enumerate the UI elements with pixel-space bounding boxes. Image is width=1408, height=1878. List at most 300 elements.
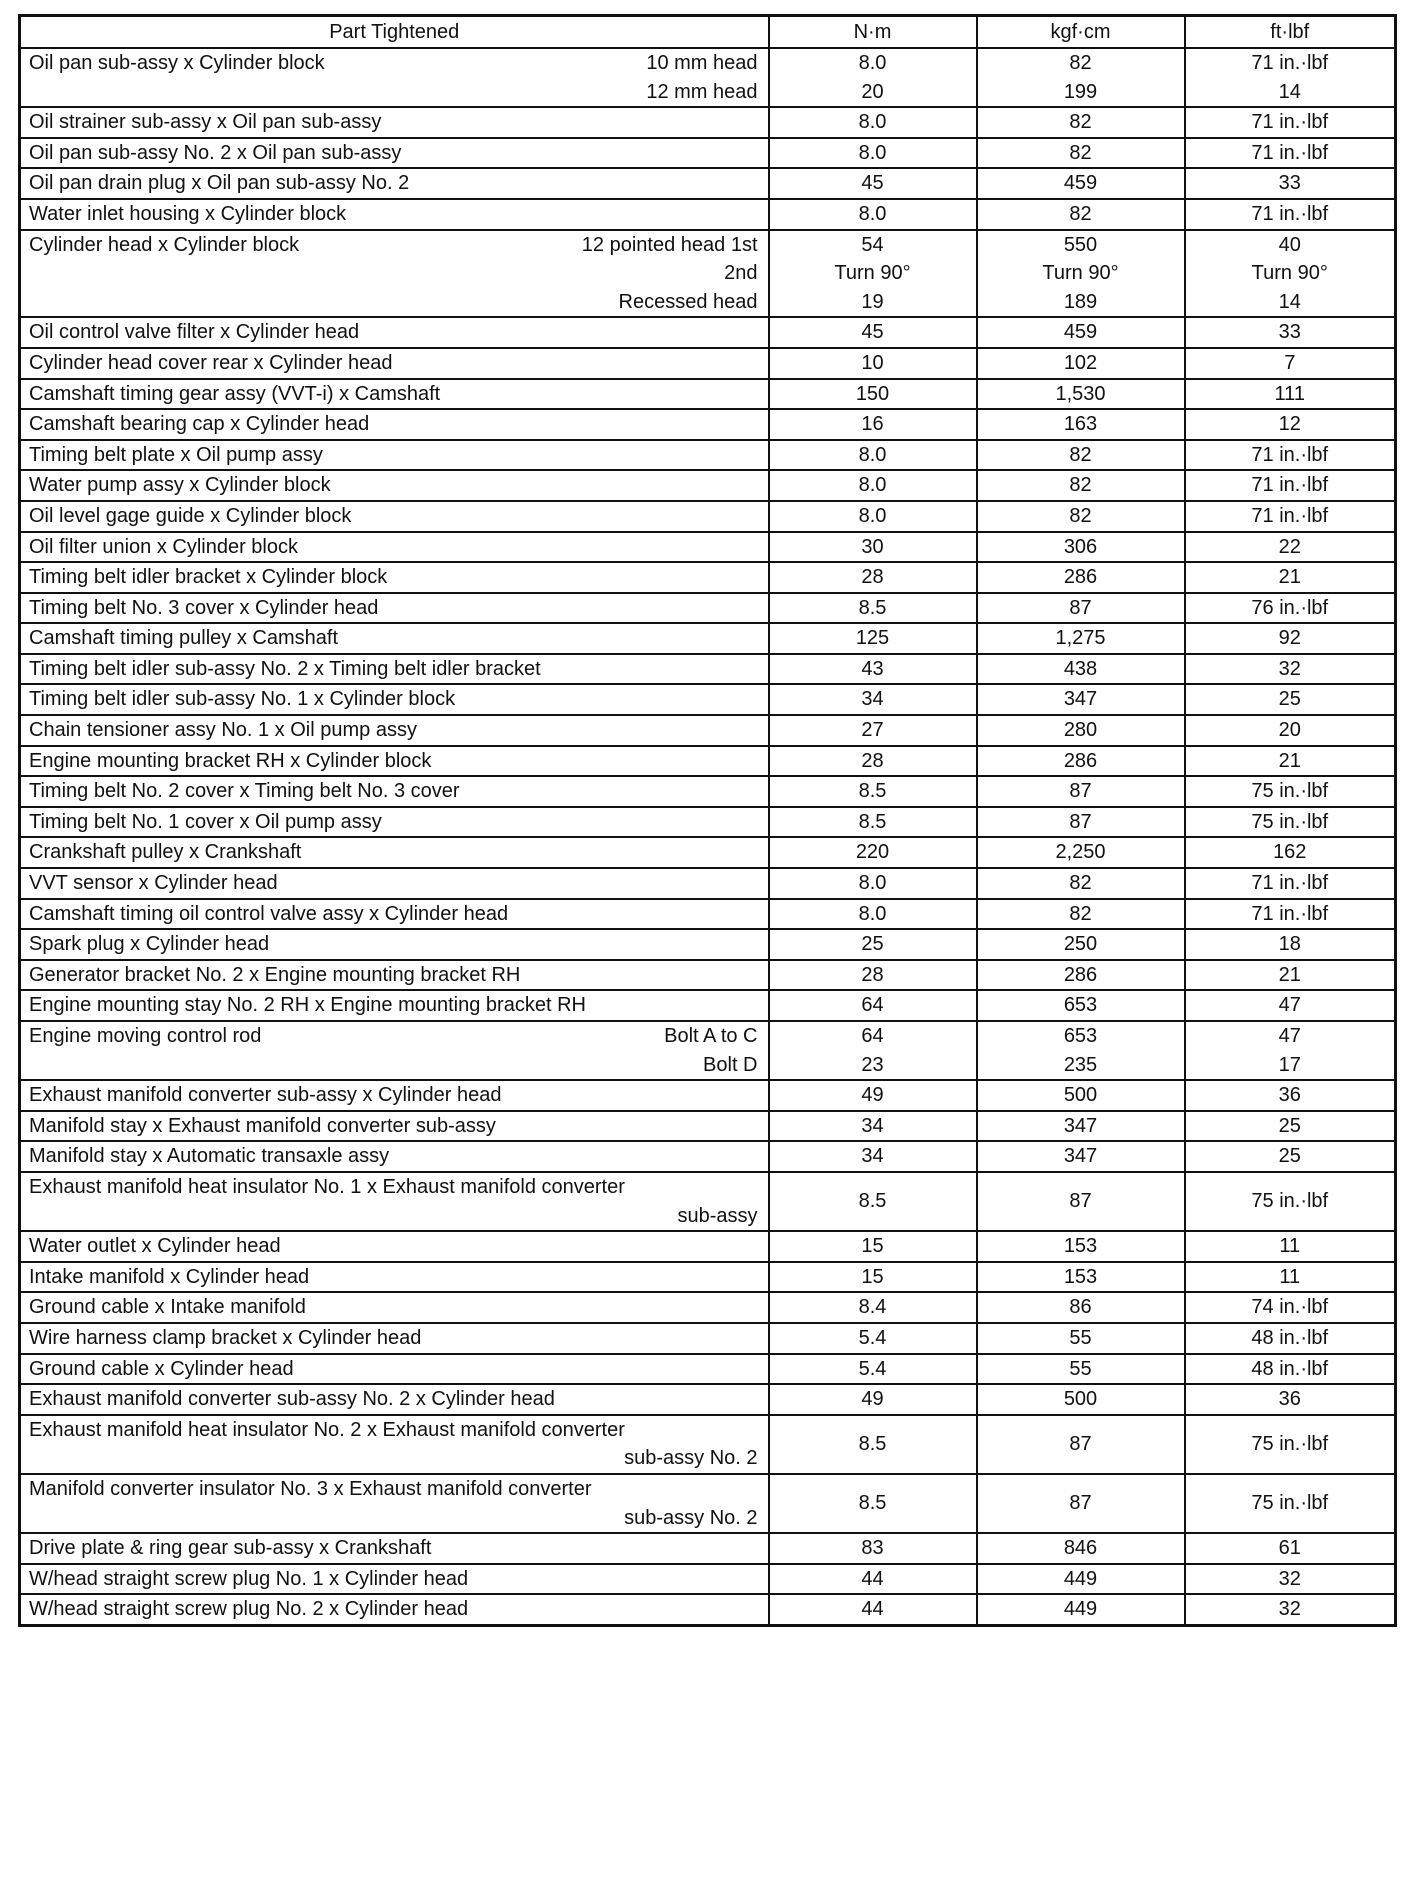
nm-cell <box>769 1141 977 1172</box>
part-detail: Recessed head <box>618 290 758 313</box>
value: 76 in.·lbf <box>1251 596 1329 619</box>
table-row <box>20 868 1396 899</box>
part-cell <box>20 684 769 715</box>
nm-cell <box>769 960 977 991</box>
kgf-cm-cell <box>977 1021 1185 1080</box>
value: 49 <box>861 1388 884 1411</box>
value: 87 <box>1069 1433 1092 1456</box>
header-row <box>20 16 1396 49</box>
part-cell <box>20 776 769 807</box>
ft-lbf-cell <box>1185 1262 1396 1293</box>
value: 75 in.·lbf <box>1251 1190 1329 1213</box>
table-row <box>20 1262 1396 1293</box>
kgf-cm-cell <box>977 1564 1185 1595</box>
value: 8.5 <box>858 1190 887 1213</box>
part-line <box>29 200 758 229</box>
value: 8.0 <box>858 872 887 895</box>
part-name: Timing belt idler sub-assy No. 1 x Cylinder block <box>29 688 456 711</box>
part-cell <box>20 48 769 107</box>
kgf-cm-cell <box>977 990 1185 1021</box>
ft-lbf-cell <box>1185 593 1396 624</box>
kgf-cm-cell <box>977 1262 1185 1293</box>
value: 11 <box>1279 1265 1301 1288</box>
part-name: Engine moving control rod <box>29 1025 262 1047</box>
part-line <box>29 1565 758 1594</box>
part-detail: 10 mm head <box>646 52 758 74</box>
kgf-cm-cell <box>977 532 1185 563</box>
part-name: Engine mounting stay No. 2 RH x Engine mounting bracket RH <box>29 994 586 1017</box>
table-row <box>20 1564 1396 1595</box>
kgf-cm-cell <box>977 562 1185 593</box>
value: 14 <box>1278 290 1301 313</box>
nm-cell <box>769 684 977 715</box>
table-row <box>20 1323 1396 1354</box>
part-name: Timing belt idler bracket x Cylinder block <box>29 566 388 589</box>
part-line <box>29 1293 758 1322</box>
part-name: Camshaft timing pulley x Camshaft <box>29 627 339 650</box>
value: 8.0 <box>858 443 887 466</box>
value: 150 <box>855 382 890 405</box>
part-line <box>29 380 758 409</box>
value: 17 <box>1278 1053 1301 1076</box>
part-cell <box>20 1415 769 1474</box>
value: 45 <box>861 172 884 195</box>
part-cell <box>20 746 769 777</box>
part-line <box>29 1324 758 1353</box>
part-name: Camshaft timing gear assy (VVT-i) x Camshaft <box>29 382 441 405</box>
table-row <box>20 593 1396 624</box>
value: 7 <box>1284 351 1296 374</box>
nm-cell <box>769 168 977 199</box>
value: 306 <box>1063 535 1098 558</box>
table-row <box>20 684 1396 715</box>
part-line <box>29 410 758 439</box>
header-ft-lbf: ft·lbf <box>1185 16 1396 49</box>
part-name: Water outlet x Cylinder head <box>29 1235 281 1258</box>
table-body <box>20 48 1396 1625</box>
nm-cell <box>769 1021 977 1080</box>
value: 220 <box>855 841 890 864</box>
value: 21 <box>1278 963 1301 986</box>
value: 75 in.·lbf <box>1251 1492 1329 1515</box>
nm-cell <box>769 1384 977 1415</box>
kgf-cm-cell <box>977 654 1185 685</box>
value: 2,250 <box>1055 841 1106 864</box>
part-name: Timing belt plate x Oil pump assy <box>29 443 323 466</box>
value: 64 <box>861 994 884 1017</box>
part-line <box>29 930 758 959</box>
value: 40 <box>1278 233 1301 256</box>
part-cell <box>20 1172 769 1231</box>
ft-lbf-cell <box>1185 562 1396 593</box>
kgf-cm-cell <box>977 1384 1185 1415</box>
ft-lbf-cell <box>1185 317 1396 348</box>
value: 21 <box>1278 566 1301 589</box>
part-name: W/head straight screw plug No. 1 x Cylinder head <box>29 1567 469 1590</box>
part-cell <box>20 1292 769 1323</box>
part-line <box>29 1475 758 1504</box>
part-cell <box>20 317 769 348</box>
table-row <box>20 1141 1396 1172</box>
value: 82 <box>1069 504 1092 527</box>
value: 75 in.·lbf <box>1251 1433 1329 1456</box>
nm-cell <box>769 138 977 169</box>
nm-cell <box>769 654 977 685</box>
table-row <box>20 623 1396 654</box>
value: Turn 90° <box>834 262 911 285</box>
kgf-cm-cell <box>977 1533 1185 1564</box>
part-line <box>29 1355 758 1384</box>
table-row <box>20 807 1396 838</box>
part-name: Generator bracket No. 2 x Engine mounting bracket RH <box>29 963 521 986</box>
value: 82 <box>1069 474 1092 497</box>
ft-lbf-cell <box>1185 899 1396 930</box>
nm-cell <box>769 929 977 960</box>
value: 347 <box>1063 1145 1098 1168</box>
ft-lbf-cell <box>1185 1415 1396 1474</box>
value: 61 <box>1278 1537 1301 1560</box>
ft-lbf-cell <box>1185 168 1396 199</box>
kgf-cm-cell <box>977 807 1185 838</box>
nm-cell <box>769 532 977 563</box>
part-line <box>29 900 758 929</box>
part-name: Oil control valve filter x Cylinder head <box>29 321 360 344</box>
value: 153 <box>1063 1235 1098 1258</box>
part-cell <box>20 562 769 593</box>
part-cell <box>20 440 769 471</box>
value: 23 <box>861 1053 884 1076</box>
table-row <box>20 317 1396 348</box>
nm-cell <box>769 1292 977 1323</box>
table-row <box>20 1292 1396 1323</box>
part-cell <box>20 715 769 746</box>
value: 27 <box>861 719 884 742</box>
ft-lbf-cell <box>1185 837 1396 868</box>
table-row <box>20 654 1396 685</box>
part-cell <box>20 1474 769 1533</box>
value: 459 <box>1063 321 1098 344</box>
ft-lbf-cell <box>1185 1172 1396 1231</box>
value: 18 <box>1278 933 1301 956</box>
value: 44 <box>861 1567 884 1590</box>
part-cell <box>20 593 769 624</box>
table-row <box>20 899 1396 930</box>
kgf-cm-cell <box>977 623 1185 654</box>
value: 20 <box>861 80 884 103</box>
part-name: Chain tensioner assy No. 1 x Oil pump assy <box>29 719 417 742</box>
part-detail: 12 mm head <box>646 80 758 103</box>
nm-cell <box>769 1323 977 1354</box>
table-row <box>20 1354 1396 1385</box>
value: 33 <box>1278 321 1301 344</box>
nm-cell <box>769 107 977 138</box>
part-name: Engine mounting bracket RH x Cylinder block <box>29 749 432 772</box>
value: 28 <box>861 749 884 772</box>
part-name: Water pump assy x Cylinder block <box>29 474 331 497</box>
value: 21 <box>1278 749 1301 772</box>
ft-lbf-cell <box>1185 623 1396 654</box>
part-line <box>29 502 758 531</box>
value: 16 <box>861 413 884 436</box>
part-name: Manifold stay x Automatic transaxle assy <box>29 1145 390 1168</box>
value: 82 <box>1069 872 1092 895</box>
part-name: Oil level gage guide x Cylinder block <box>29 504 352 527</box>
value: 48 in.·lbf <box>1251 1326 1329 1349</box>
part-cell <box>20 899 769 930</box>
nm-cell <box>769 1172 977 1231</box>
part-name: Oil strainer sub-assy x Oil pan sub-assy <box>29 111 382 134</box>
part-cell <box>20 348 769 379</box>
value: 82 <box>1069 141 1092 164</box>
part-name: Ground cable x Cylinder head <box>29 1357 294 1380</box>
nm-cell <box>769 623 977 654</box>
ft-lbf-cell <box>1185 1354 1396 1385</box>
table-row <box>20 107 1396 138</box>
value: 153 <box>1063 1265 1098 1288</box>
table-row <box>20 440 1396 471</box>
value: 846 <box>1063 1537 1098 1560</box>
kgf-cm-cell <box>977 1080 1185 1111</box>
part-line <box>29 1081 758 1110</box>
part-line <box>29 716 758 745</box>
part-cell <box>20 1111 769 1142</box>
kgf-cm-cell <box>977 317 1185 348</box>
part-cell <box>20 1323 769 1354</box>
part-line <box>29 259 758 288</box>
value: 8.0 <box>858 902 887 925</box>
part-name: Oil pan sub-assy x Cylinder block <box>29 52 325 74</box>
part-line <box>29 991 758 1020</box>
part-line <box>29 471 758 500</box>
value: 8.0 <box>858 52 887 74</box>
value: 33 <box>1278 172 1301 195</box>
part-name: Exhaust manifold converter sub-assy No. 2 x Cylinder head <box>29 1388 555 1411</box>
value: 55 <box>1069 1357 1092 1380</box>
part-name: Water inlet housing x Cylinder block <box>29 202 347 225</box>
nm-cell <box>769 1354 977 1385</box>
nm-cell <box>769 440 977 471</box>
kgf-cm-cell <box>977 1292 1185 1323</box>
part-name: Camshaft timing oil control valve assy x Cylinder head <box>29 902 509 925</box>
value: 199 <box>1063 80 1098 103</box>
ft-lbf-cell <box>1185 470 1396 501</box>
kgf-cm-cell <box>977 1474 1185 1533</box>
value: 47 <box>1278 1025 1301 1047</box>
part-cell <box>20 138 769 169</box>
part-cell <box>20 1262 769 1293</box>
part-line <box>29 1385 758 1414</box>
part-line <box>29 685 758 714</box>
value: 32 <box>1278 657 1301 680</box>
table-row <box>20 715 1396 746</box>
value: 8.4 <box>858 1296 887 1319</box>
ft-lbf-cell <box>1185 1594 1396 1625</box>
part-name: Spark plug x Cylinder head <box>29 933 270 956</box>
part-name: Exhaust manifold heat insulator No. 1 x Exhaust manifold converter <box>29 1175 625 1198</box>
part-name: Timing belt No. 2 cover x Timing belt No. 3 cover <box>29 780 460 803</box>
value: 71 in.·lbf <box>1251 52 1329 74</box>
part-line <box>29 747 758 776</box>
part-detail: sub-assy No. 2 <box>624 1447 758 1470</box>
nm-cell <box>769 868 977 899</box>
table-row <box>20 1080 1396 1111</box>
torque-table <box>18 14 1397 1627</box>
ft-lbf-cell <box>1185 960 1396 991</box>
value: 5.4 <box>858 1326 887 1349</box>
nm-cell <box>769 1594 977 1625</box>
value: 8.0 <box>858 474 887 497</box>
header-nm: N·m <box>769 16 977 49</box>
value: 20 <box>1278 719 1301 742</box>
value: 25 <box>1278 1114 1301 1137</box>
value: 71 in.·lbf <box>1251 902 1329 925</box>
value: 82 <box>1069 902 1092 925</box>
kgf-cm-cell <box>977 470 1185 501</box>
value: 8.5 <box>858 810 887 833</box>
part-cell <box>20 1384 769 1415</box>
part-line <box>29 78 758 107</box>
ft-lbf-cell <box>1185 107 1396 138</box>
part-line <box>29 169 758 198</box>
part-cell <box>20 623 769 654</box>
part-cell <box>20 168 769 199</box>
value: 550 <box>1063 233 1098 256</box>
part-name: Oil pan drain plug x Oil pan sub-assy No. 2 <box>29 172 410 195</box>
part-cell <box>20 960 769 991</box>
value: 45 <box>861 321 884 344</box>
kgf-cm-cell <box>977 776 1185 807</box>
value: 87 <box>1069 1492 1092 1515</box>
part-line <box>29 1232 758 1261</box>
ft-lbf-cell <box>1185 1141 1396 1172</box>
table-row <box>20 230 1396 318</box>
value: 500 <box>1063 1084 1098 1107</box>
nm-cell <box>769 593 977 624</box>
kgf-cm-cell <box>977 684 1185 715</box>
value: 55 <box>1069 1326 1092 1349</box>
part-detail: 12 pointed head 1st <box>581 233 758 256</box>
part-name: Manifold converter insulator No. 3 x Exhaust manifold converter <box>29 1477 592 1500</box>
part-cell <box>20 409 769 440</box>
value: 92 <box>1278 627 1301 650</box>
part-line <box>29 1112 758 1141</box>
value: 459 <box>1063 172 1098 195</box>
value: 32 <box>1278 1567 1301 1590</box>
part-cell <box>20 1594 769 1625</box>
table-row <box>20 960 1396 991</box>
ft-lbf-cell <box>1185 654 1396 685</box>
part-line <box>29 624 758 653</box>
nm-cell <box>769 899 977 930</box>
part-line <box>29 961 758 990</box>
value: 1,530 <box>1055 382 1106 405</box>
part-cell <box>20 1564 769 1595</box>
ft-lbf-cell <box>1185 1474 1396 1533</box>
nm-cell <box>769 409 977 440</box>
value: 111 <box>1274 382 1305 405</box>
nm-cell <box>769 48 977 107</box>
part-cell <box>20 1141 769 1172</box>
part-name: W/head straight screw plug No. 2 x Cylinder head <box>29 1598 469 1621</box>
nm-cell <box>769 199 977 230</box>
part-cell <box>20 1080 769 1111</box>
ft-lbf-cell <box>1185 1323 1396 1354</box>
value: 162 <box>1273 841 1307 864</box>
ft-lbf-cell <box>1185 532 1396 563</box>
value: 82 <box>1069 443 1092 466</box>
value: 82 <box>1069 202 1092 225</box>
nm-cell <box>769 379 977 410</box>
ft-lbf-cell <box>1185 684 1396 715</box>
value: 250 <box>1063 933 1098 956</box>
value: 102 <box>1063 351 1098 374</box>
value: 32 <box>1278 1598 1301 1621</box>
value: 653 <box>1063 1025 1098 1047</box>
part-cell <box>20 807 769 838</box>
value: 86 <box>1069 1296 1092 1319</box>
value: 44 <box>861 1598 884 1621</box>
part-detail: Bolt A to C <box>664 1025 758 1047</box>
ft-lbf-cell <box>1185 348 1396 379</box>
value: 8.5 <box>858 596 887 619</box>
value: 82 <box>1069 111 1092 134</box>
part-name: Oil pan sub-assy No. 2 x Oil pan sub-assy <box>29 141 402 164</box>
ft-lbf-cell <box>1185 1021 1396 1080</box>
ft-lbf-cell <box>1185 379 1396 410</box>
ft-lbf-cell <box>1185 715 1396 746</box>
part-name: Ground cable x Intake manifold <box>29 1296 306 1319</box>
nm-cell <box>769 1080 977 1111</box>
part-line <box>29 231 758 260</box>
part-name: Cylinder head x Cylinder block <box>29 233 300 256</box>
kgf-cm-cell <box>977 107 1185 138</box>
kgf-cm-cell <box>977 929 1185 960</box>
table-row <box>20 138 1396 169</box>
part-line <box>29 1202 758 1231</box>
table-row <box>20 1172 1396 1231</box>
kgf-cm-cell <box>977 409 1185 440</box>
part-name: Intake manifold x Cylinder head <box>29 1265 310 1288</box>
value: 10 <box>861 351 884 374</box>
part-cell <box>20 868 769 899</box>
ft-lbf-cell <box>1185 230 1396 318</box>
kgf-cm-cell <box>977 348 1185 379</box>
part-line <box>29 139 758 168</box>
value: 8.0 <box>858 504 887 527</box>
table-row <box>20 990 1396 1021</box>
nm-cell <box>769 990 977 1021</box>
part-line <box>29 108 758 137</box>
kgf-cm-cell <box>977 138 1185 169</box>
part-detail: 2nd <box>724 262 758 285</box>
nm-cell <box>769 837 977 868</box>
part-line <box>29 838 758 867</box>
table-row <box>20 562 1396 593</box>
table-row <box>20 1111 1396 1142</box>
nm-cell <box>769 776 977 807</box>
value: 347 <box>1063 1114 1098 1137</box>
value: 47 <box>1278 994 1301 1017</box>
part-name: Timing belt idler sub-assy No. 2 x Timing belt idler bracket <box>29 657 541 680</box>
table-row <box>20 470 1396 501</box>
value: 189 <box>1063 290 1098 313</box>
part-line <box>29 49 758 78</box>
part-line <box>29 563 758 592</box>
value: 74 in.·lbf <box>1251 1296 1329 1319</box>
part-name: Drive plate & ring gear sub-assy x Crankshaft <box>29 1537 432 1560</box>
kgf-cm-cell <box>977 1111 1185 1142</box>
kgf-cm-cell <box>977 960 1185 991</box>
